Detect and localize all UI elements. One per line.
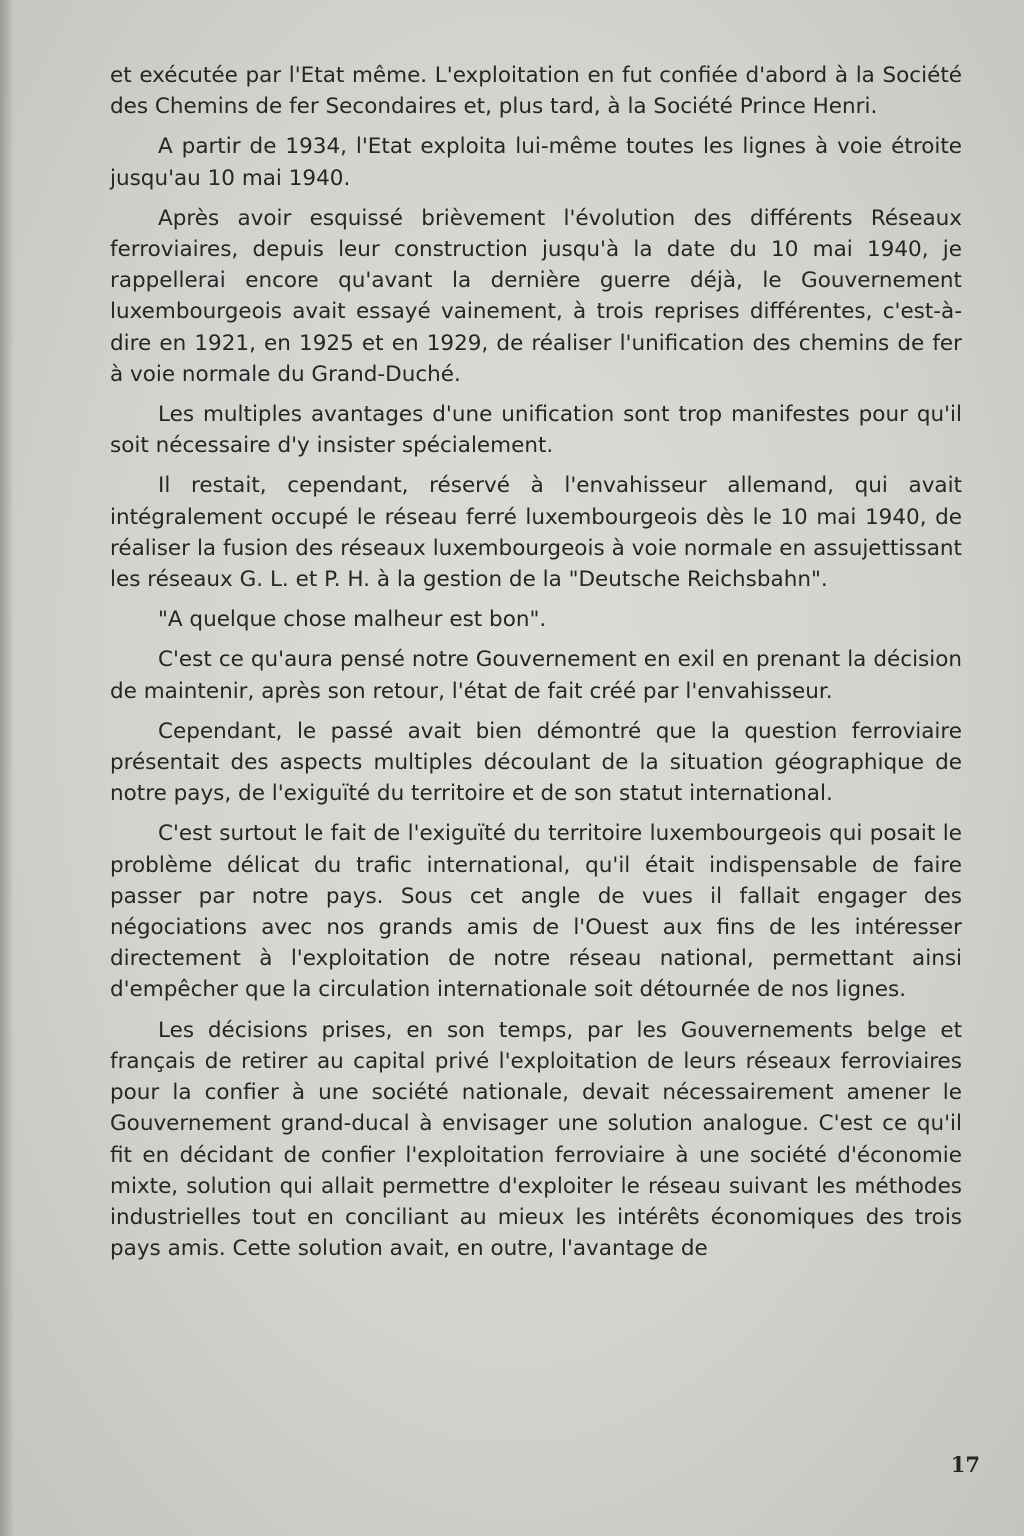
binding-shadow: [0, 0, 14, 1536]
paragraph-7: C'est ce qu'aura pensé notre Gouvernement en exil en prenant la décision de maintenir, après son retour, l'état de fait créé par l'envahisseur.: [110, 647, 962, 704]
paragraph-10: Les décisions prises, en son temps, par les Gouvernements belge et français de retirer au capital privé l'exploitation de leurs réseaux ferroviaires pour la confier à une société nationale, devait nécessairement amener le Gouvernement grand-ducal à envisager une solution analogue. C'est ce qu'il fit en décidant de confier l'exploitation ferroviaire à une société d'économie mixte, solution qui allait permettre d'exploiter le réseau suivant les méthodes industrielles tout en conciliant au mieux les intérêts économiques des trois pays amis. Cette solution avait, en outre, l'avantage de: [110, 1017, 962, 1262]
paragraph-2: A partir de 1934, l'Etat exploita lui-même toutes les lignes à voie étroite jusqu'au 10 mai 1940.: [110, 134, 962, 191]
paragraph-4: Les multiples avantages d'une unification sont trop manifestes pour qu'il soit nécessaire d'y insister spécialement.: [110, 402, 962, 459]
paragraph-8: Cependant, le passé avait bien démontré que la question ferroviaire présentait des aspects multiples découlant de la situation géographique de notre pays, de l'exiguïté du territoire et de son statut international.: [110, 718, 962, 807]
body-text: [110, 60, 962, 1273]
paragraph-9: C'est surtout le fait de l'exiguïté du territoire luxembourgeois qui posait le problème délicat du trafic international, qu'il était indispensable de faire passer par notre pays. Sous cet angle de vues il fallait engager des négociations avec nos grands amis de l'Ouest aux fins de les intéresser directement à l'exploitation de notre réseau national, permettant ainsi d'empêcher que la circulation internationale soit détournée de nos lignes.: [110, 821, 962, 1003]
paragraph-3: Après avoir esquissé brièvement l'évolution des différents Réseaux ferroviaires, depuis leur construction jusqu'à la date du 10 mai 1940, je rappellerai encore qu'avant la dernière guerre déjà, le Gouvernement luxembourgeois avait essayé vainement, à trois reprises différentes, c'est-à-dire en 1921, en 1925 et en 1929, de réaliser l'unification des chemins de fer à voie normale du Grand-Duché.: [110, 205, 962, 387]
paragraph-1: et exécutée par l'Etat même. L'exploitation en fut confiée d'abord à la Société des Chemins de fer Secondaires et, plus tard, à la Société Prince Henri.: [110, 63, 962, 120]
paragraph-5: Il restait, cependant, réservé à l'envahisseur allemand, qui avait intégralement occupé le réseau ferré luxembourgeois dès le 10 mai 1940, de réaliser la fusion des réseaux luxembourgeois à voie normale en assujettissant les réseaux G. L. et P. H. à la gestion de la "Deutsche Reichsbahn".: [110, 473, 962, 593]
page-number: 17: [950, 1452, 980, 1477]
paragraph-6: "A quelque chose malheur est bon".: [158, 607, 547, 633]
